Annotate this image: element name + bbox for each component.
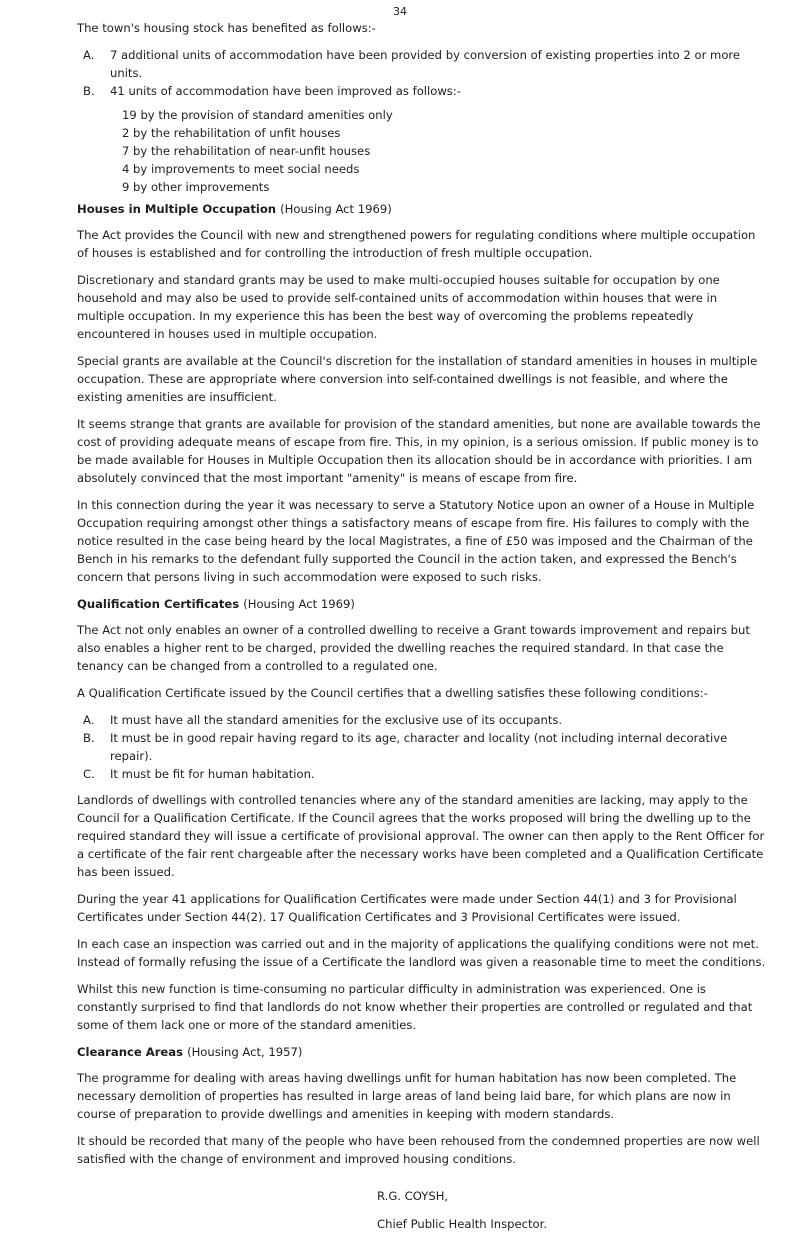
heading-act: (Housing Act, 1957)	[187, 1045, 303, 1059]
page-number: 34	[393, 5, 407, 18]
list-item: 9 by other improvements	[122, 180, 270, 194]
document-body	[77, 19, 767, 1238]
section-heading-clearance-areas	[77, 1043, 767, 1061]
list-item: 7 by the rehabilitation of near-unfit houses	[122, 144, 371, 158]
paragraph: It should be recorded that many of the people who have been rehoused from the condemned properties are now well satisfied with the change of environment and improved housing conditions.	[77, 1134, 760, 1166]
paragraph: The Act not only enables an owner of a controlled dwelling to receive a Grant towards improvement and repairs but also enables a higher rent to be charged, provided the dwelling reaches the required standard. In that case the tenancy can be changed from a controlled to a regulated one.	[77, 623, 750, 673]
condition-item	[77, 711, 767, 729]
paragraph: The programme for dealing with areas having dwellings unfit for human habitation has now been completed. The necessary demolition of properties has resulted in large areas of land being laid bare, for which plans are now in course of preparation to provide dwellings and amenities in keeping with modern standards.	[77, 1071, 737, 1121]
item-text: It must have all the standard amenities for the exclusive use of its occupants.	[110, 713, 563, 727]
paragraph: Whilst this new function is time-consuming no particular difficulty in administration was experienced. One is constantly surprised to find that landlords do not know whether their properties are controlled or regulated and that some of them lack one or more of the standard amenities.	[77, 982, 753, 1032]
condition-item	[77, 765, 767, 783]
heading-title: Houses in Multiple Occupation	[77, 202, 277, 216]
paragraph: The Act provides the Council with new and strengthened powers for regulating conditions where multiple occupation of houses is established and for controlling the introduction of fresh multiple occupation.	[77, 228, 756, 260]
paragraph: A Qualification Certificate issued by the Council certifies that a dwelling satisfies these following conditions:-	[77, 686, 708, 700]
section-heading-qualification-certificates	[77, 595, 767, 613]
paragraph: In this connection during the year it was necessary to serve a Statutory Notice upon an owner of a House in Multiple Occupation requiring amongst other things a satisfactory means of escape from fire. His failures to comply with the notice resulted in the case being heard by the local Magistrates, a fine of £50 was imposed and the Chairman of the Bench in his remarks to the defendant fully supported the Council in the action taken, and expressed the Bench's concern that persons living in such accommodation were exposed to such risks.	[77, 498, 755, 584]
condition-item	[77, 729, 767, 765]
section-heading-multiple-occupation	[77, 200, 767, 218]
signatory-title: Chief Public Health Inspector.	[377, 1217, 548, 1231]
paragraph: During the year 41 applications for Qualification Certificates were made under Section 44(1) and 3 for Provisional Certificates under Section 44(2). 17 Qualification Certificates and 3 Provisional Certificates were issued.	[77, 892, 737, 924]
item-letter: B.	[83, 731, 95, 745]
paragraph: Discretionary and standard grants may be used to make multi-occupied houses suitable for occupation by one household and may also be used to provide self-contained units of accommodation within houses that were in multiple occupation. In my experience this has been the best way of overcoming the problems repeatedly encountered in houses used in multiple occupation.	[77, 273, 720, 341]
item-letter: A.	[83, 48, 95, 62]
intro-item-b	[77, 82, 767, 100]
heading-act: (Housing Act 1969)	[243, 597, 355, 611]
list-item: 2 by the rehabilitation of unfit houses	[122, 126, 341, 140]
item-text: 7 additional units of accommodation have been provided by conversion of existing properties into 2 or more units.	[110, 48, 741, 80]
intro-paragraph: The town's housing stock has benefited as follows:-	[77, 21, 376, 35]
item-letter: C.	[83, 767, 95, 781]
signatory-name: R.G. COYSH,	[377, 1189, 449, 1203]
heading-act: (Housing Act 1969)	[280, 202, 392, 216]
improvements-list	[122, 106, 767, 196]
paragraph: In each case an inspection was carried out and in the majority of applications the qualifying conditions were not met. Instead of formally refusing the issue of a Certificate the landlord was given a reasonable time to meet the conditions.	[77, 937, 766, 969]
item-text: It must be in good repair having regard to its age, character and locality (not including internal decorative repair).	[110, 731, 728, 763]
paragraph: Landlords of dwellings with controlled tenancies where any of the standard amenities are lacking, may apply to the Council for a Qualification Certificate. If the Council agrees that the works proposed will bring the dwelling up to the required standard they will issue a certificate of provisional approval. The owner can then apply to the Rent Officer for a certificate of the fair rent chargeable after the necessary works have been completed and a Qualification Certificate has been issued.	[77, 793, 765, 879]
item-text: 41 units of accommodation have been improved as follows:-	[110, 84, 461, 98]
heading-title: Clearance Areas	[77, 1045, 184, 1059]
list-item: 4 by improvements to meet social needs	[122, 162, 360, 176]
list-item: 19 by the provision of standard amenities only	[122, 108, 393, 122]
paragraph: It seems strange that grants are available for provision of the standard amenities, but none are available towards the cost of providing adequate means of escape from fire. This, in my opinion, is a serious omission. If public money is to be made available for Houses in Multiple Occupation then its allocation should be in accordance with priorities. I am absolutely convinced that the most important "amenity" is means of escape from fire.	[77, 417, 761, 485]
item-letter: B.	[83, 84, 95, 98]
paragraph: Special grants are available at the Council's discretion for the installation of standard amenities in houses in multiple occupation. These are appropriate where conversion into self-contained dwellings is not feasible, and where the existing amenities are insufficient.	[77, 354, 758, 404]
conditions-list	[77, 711, 767, 783]
heading-title: Qualification Certificates	[77, 597, 240, 611]
item-letter: A.	[83, 713, 95, 727]
signature-block	[377, 1182, 767, 1238]
intro-item-a	[77, 46, 767, 82]
item-text: It must be fit for human habitation.	[110, 767, 315, 781]
